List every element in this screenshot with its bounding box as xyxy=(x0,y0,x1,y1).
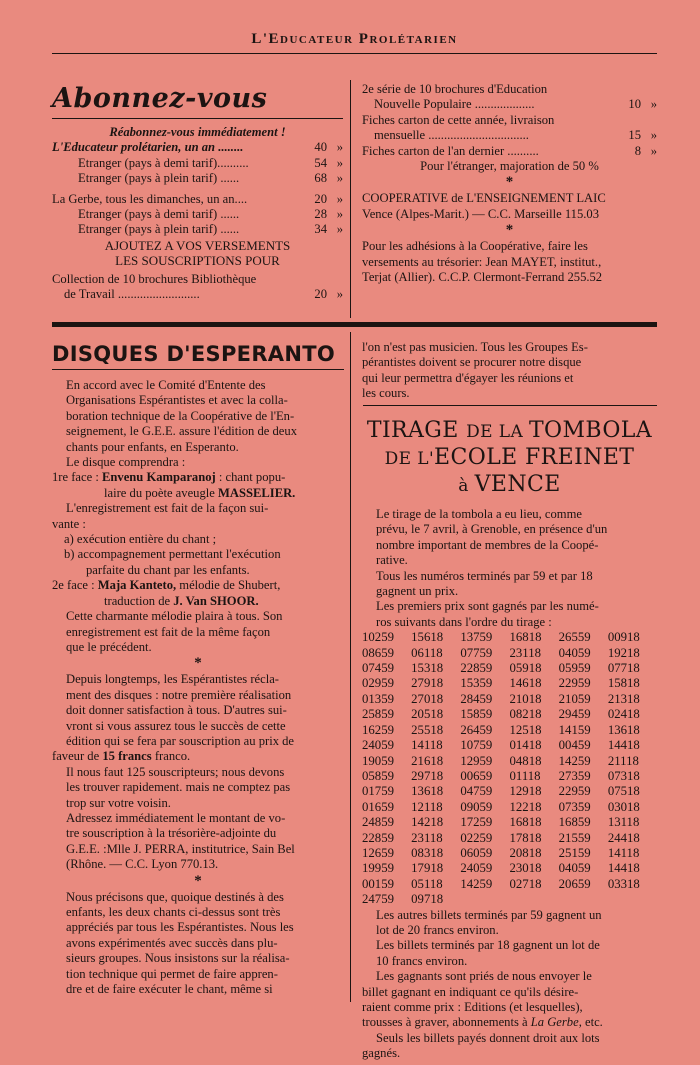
price-gerbe: La Gerbe, tous les dimanches, un an.... 20 » xyxy=(52,191,343,206)
winning-number: 02718 xyxy=(509,876,542,891)
winning-number: 01659 xyxy=(362,799,394,814)
text-line: Cette charmante mélodie plaira à tous. Son xyxy=(66,609,283,624)
winning-number: 01759 xyxy=(362,784,394,799)
winning-number: 23118 xyxy=(509,645,542,660)
tombola-autres xyxy=(362,908,657,939)
winning-number: 14259 xyxy=(558,753,591,768)
gagnants-line: Les gagnants sont priés de nous envoyer le xyxy=(376,969,592,984)
winning-number: 00459 xyxy=(558,738,591,753)
tombola-section xyxy=(362,418,657,1062)
text-line: Depuis longtemps, les Espérantistes récla- xyxy=(66,672,279,687)
winning-number: 24059 xyxy=(362,738,394,753)
winning-number: 00159 xyxy=(362,876,394,891)
winning-number: 10259 xyxy=(362,630,394,645)
right-top-section xyxy=(362,82,657,285)
gagnants-line: billet gagnant en indiquant ce qu'ils désire- xyxy=(362,984,579,999)
text-line: Les premiers prix sont gagnés par les numé- xyxy=(376,599,599,614)
etranger-note: Pour l'étranger, majoration de 50 % xyxy=(420,159,599,174)
tombola-billets xyxy=(362,938,657,969)
winning-number: 14218 xyxy=(411,815,444,830)
winning-number: 23018 xyxy=(509,861,542,876)
text-line: tre souscription à la trésorière-adjointe du xyxy=(66,826,277,841)
text-line: l'on n'est pas musicien. Tous les Groupes Es- xyxy=(362,340,588,354)
winning-number: 00659 xyxy=(460,768,493,783)
collection-line: Collection de 10 brochures Bibliothèque xyxy=(52,271,257,286)
text-line: ros suivants dans l'ordre du tirage : xyxy=(376,614,552,629)
winning-number: 12218 xyxy=(509,799,542,814)
winning-number: 17259 xyxy=(460,815,493,830)
price-fiches-dernier: Fiches carton de l'an dernier .......... 8 » xyxy=(362,143,657,158)
winning-number: 05859 xyxy=(362,768,394,783)
winning-number: 07459 xyxy=(362,661,394,676)
column-divider-bottom xyxy=(350,332,351,1002)
face1-line-2: laire du poète aveugle MASSELIER. xyxy=(104,485,296,500)
faveur-line: faveur de 15 francs franco. xyxy=(52,749,191,764)
charmante-paragraph xyxy=(52,609,344,655)
winning-number: 14118 xyxy=(411,738,443,753)
enregistrement-line: vante : xyxy=(52,516,86,531)
winning-number: 29459 xyxy=(558,707,591,722)
winning-number: 23118 xyxy=(411,830,443,845)
text-line: trop sur votre voisin. xyxy=(66,795,171,810)
ajoutez-heading-2: LES SOUSCRIPTIONS POUR xyxy=(115,252,280,268)
separator-star: * xyxy=(194,655,202,672)
winning-number: 27918 xyxy=(411,676,444,691)
winning-number: 20659 xyxy=(558,876,591,891)
winning-number: 03318 xyxy=(607,876,640,891)
winning-number: 16259 xyxy=(362,722,394,737)
winning-number: 13618 xyxy=(607,722,640,737)
winning-number: 21118 xyxy=(607,753,639,768)
tombola-premiers xyxy=(362,599,657,630)
text-line: Organisations Espérantistes et avec la colla- xyxy=(66,393,288,408)
winning-number: 24759 xyxy=(362,892,394,907)
winning-number: 03018 xyxy=(607,799,640,814)
text-line: boration technique de la Coopérative de l'En- xyxy=(66,408,295,423)
seuls-line: gagnés. xyxy=(362,1046,401,1061)
face2-line: 2e face : Maja Kanteto, mélodie de Shubert, xyxy=(52,578,281,593)
winning-numbers-table xyxy=(362,630,657,907)
winning-number: 27018 xyxy=(411,691,444,706)
winning-number: 02959 xyxy=(362,676,394,691)
winning-number: 14618 xyxy=(509,676,542,691)
winning-number: 16859 xyxy=(558,815,591,830)
enregistrement-line: L'enregistrement est fait de la façon sui- xyxy=(66,501,269,516)
winning-number: 04759 xyxy=(460,784,493,799)
text-line: appréciés par tous les Espérantistes. Nous les xyxy=(66,920,294,935)
winning-number: 01359 xyxy=(362,691,394,706)
winning-number: 08218 xyxy=(509,707,542,722)
winning-number: 04059 xyxy=(558,861,591,876)
text-line: Les autres billets terminés par 59 gagnent un xyxy=(376,907,602,922)
adressez-paragraph xyxy=(52,811,344,873)
text-line: (Rhône. — C.C. Lyon 770.13. xyxy=(66,857,219,872)
price-serie: Nouvelle Populaire ................... 10 » xyxy=(374,97,657,112)
winning-number: 07718 xyxy=(607,661,640,676)
winning-number: 27359 xyxy=(558,768,591,783)
text-line: enfants, les deux chants ci-dessus sont très xyxy=(66,905,281,919)
winning-number: 06059 xyxy=(460,845,493,860)
winning-number: 07359 xyxy=(558,799,591,814)
disques-title: DISQUES D'ESPERANTO xyxy=(52,342,335,366)
winning-number: 13118 xyxy=(607,815,640,830)
winning-number: 24059 xyxy=(460,861,493,876)
text-line: que le précédent. xyxy=(66,639,152,654)
disques-suite xyxy=(362,340,657,402)
text-line: qui leur permettra d'égayer les réunions et xyxy=(362,370,574,385)
winning-number: 21618 xyxy=(411,753,444,768)
winning-number: 15318 xyxy=(411,661,444,676)
text-line: seignement, le G.E.E. assure l'édition de deux xyxy=(66,424,297,439)
winning-number: 08659 xyxy=(362,645,394,660)
winning-number: 26559 xyxy=(558,630,591,645)
winning-number: 06118 xyxy=(411,645,443,660)
precisions-paragraph xyxy=(52,890,344,998)
winning-number: 01418 xyxy=(509,738,542,753)
separator-star: * xyxy=(505,222,514,239)
winning-number: 15859 xyxy=(460,707,493,722)
winning-number: 14118 xyxy=(607,845,640,860)
winning-number: 05118 xyxy=(411,876,443,891)
text-line: Les billets terminés par 18 gagnent un lot de xyxy=(376,938,600,953)
winning-number: 15359 xyxy=(460,676,493,691)
text-line: Le tirage de la tombola a eu lieu, comme xyxy=(376,507,582,521)
price-educateur: L'Educateur prolétarien, un an ........ 40 » xyxy=(52,140,343,155)
price-etranger-demi-1: Etranger (pays à demi tarif).......... 54 » xyxy=(78,155,343,170)
ajoutez-heading-1: AJOUTEZ A VOS VERSEMENTS xyxy=(104,237,291,253)
winning-number: 10759 xyxy=(460,738,493,753)
winning-number: 16818 xyxy=(509,815,542,830)
winning-number: 12518 xyxy=(509,722,542,737)
text-line: Nous précisons que, quoique destinés à des xyxy=(66,889,284,904)
adhesions-line: versements au trésorier: Jean MAYET, institut., xyxy=(362,254,602,269)
winning-number: 12118 xyxy=(411,799,443,814)
winning-number: 14418 xyxy=(607,861,640,876)
text-line: rative. xyxy=(376,553,408,568)
header-rule xyxy=(52,53,657,54)
text-line: En accord avec le Comité d'Entente des xyxy=(66,378,266,392)
winning-number: 20818 xyxy=(509,845,542,860)
winning-number: 15818 xyxy=(607,676,640,691)
winning-number: 02418 xyxy=(607,707,640,722)
winning-number: 21018 xyxy=(509,691,542,706)
gagnants-line: trousses à graver, abonnements à La Gerbe, etc. xyxy=(362,1015,603,1030)
disques-continuation xyxy=(362,340,657,402)
tombola-title-line-1: TIRAGE DE LA TOMBOLA xyxy=(366,418,653,443)
winning-number: 15618 xyxy=(411,630,444,645)
winning-number: 28459 xyxy=(460,691,493,706)
winning-number: 25859 xyxy=(362,707,394,722)
winning-number: 21559 xyxy=(558,830,591,845)
text-line: les cours. xyxy=(362,386,410,401)
winning-number: 14259 xyxy=(460,876,493,891)
winning-number: 26459 xyxy=(460,722,493,737)
text-line: Adressez immédiatement le montant de vo- xyxy=(66,810,286,825)
page-header: L'Educateur Prolétarien xyxy=(251,31,458,47)
price-etranger-demi-2: Etranger (pays à demi tarif) ...... 28 » xyxy=(78,207,343,222)
winning-number: 22859 xyxy=(362,830,394,845)
enregistrement-b2: parfaite du chant par les enfants. xyxy=(86,562,250,577)
tombola-box-rule xyxy=(363,405,657,406)
text-line: 10 francs environ. xyxy=(376,953,468,968)
enregistrement-b: b) accompagnement permettant l'exécution xyxy=(64,547,281,562)
souscripteurs-paragraph xyxy=(52,765,344,811)
winning-number: 12659 xyxy=(362,845,394,860)
winning-number: 20518 xyxy=(411,707,444,722)
winning-number: 01118 xyxy=(509,768,541,783)
winning-number: 17818 xyxy=(509,830,542,845)
text-line: tion technique qui permet de faire appren- xyxy=(66,966,278,981)
disques-section xyxy=(52,340,344,997)
text-line: prévu, le 7 avril, à Grenoble, en présence d'un xyxy=(376,522,608,537)
winning-number: 14418 xyxy=(607,738,640,753)
text-line: ment des disques : notre première réalisation xyxy=(66,687,292,702)
winning-number: 19959 xyxy=(362,861,394,876)
price-etranger-plein-1: Etranger (pays à plein tarif) ...... 68 » xyxy=(78,171,343,186)
winning-number: 25159 xyxy=(558,845,591,860)
winning-number: 24418 xyxy=(607,830,640,845)
winning-number: 19059 xyxy=(362,753,394,768)
winning-number: 21059 xyxy=(558,691,591,706)
winning-number: 08318 xyxy=(411,845,444,860)
face1-line: 1re face : Envenu Kamparanoj : chant popu- xyxy=(52,470,286,485)
tombola-title-line-3: à VENCE xyxy=(458,472,561,497)
disques-underline xyxy=(52,369,344,370)
winning-number: 05959 xyxy=(558,661,591,676)
winning-number: 09059 xyxy=(460,799,493,814)
text-line: G.E.E. :Mlle J. PERRA, institutrice, Sain Bel xyxy=(66,841,295,856)
column-divider-top xyxy=(350,80,351,318)
winning-number: 07759 xyxy=(460,645,493,660)
disque-comprendra: Le disque comprendra : xyxy=(66,455,186,470)
text-line: chants pour enfants, en Esperanto. xyxy=(66,439,239,454)
text-line: pérantistes doivent se procurer notre disque xyxy=(362,355,582,370)
depuis-paragraph xyxy=(52,672,344,749)
fiches-line: Fiches carton de cette année, livraison xyxy=(362,112,555,127)
winning-number: 09718 xyxy=(411,892,444,907)
reabonnez-line: Réabonnez-vous immédiatement ! xyxy=(109,125,286,139)
winning-number: 05918 xyxy=(509,661,542,676)
winning-number: 13759 xyxy=(460,630,493,645)
separator-star: * xyxy=(505,174,514,191)
winning-number: 12959 xyxy=(460,753,493,768)
winning-number: 02259 xyxy=(460,830,493,845)
abonnez-title: Abonnez-vous xyxy=(52,83,268,114)
cooperative-address: Vence (Alpes-Marit.) — C.C. Marseille 115.03 xyxy=(362,206,600,221)
text-line: les trouver rapidement. mais ne comptez pas xyxy=(66,780,291,795)
price-etranger-plein-2: Etranger (pays à plein tarif) ...... 34 » xyxy=(78,222,343,237)
winning-number: 00918 xyxy=(607,630,640,645)
winning-number: 12918 xyxy=(509,784,542,799)
disques-intro xyxy=(52,378,344,455)
winning-number: 14159 xyxy=(558,722,591,737)
separator-star: * xyxy=(194,872,202,889)
winning-number: 22859 xyxy=(460,661,493,676)
winning-number: 17918 xyxy=(411,861,444,876)
text-line: gagnent un prix. xyxy=(376,584,459,599)
text-line: dre et de faire exécuter le chant, même si xyxy=(66,982,273,997)
winning-number: 04818 xyxy=(509,753,542,768)
text-line: doit donner satisfaction à tous. D'autres sui- xyxy=(66,703,287,718)
winning-number: 13618 xyxy=(411,784,444,799)
winning-number: 07318 xyxy=(607,768,640,783)
tombola-intro xyxy=(362,507,657,569)
abonnez-section xyxy=(52,82,343,303)
winning-number: 16818 xyxy=(509,630,542,645)
abonnez-underline xyxy=(52,118,343,119)
price-collection: de Travail .......................... 20 » xyxy=(64,287,343,302)
winning-number: 19218 xyxy=(607,645,640,660)
enregistrement-a: a) exécution entière du chant ; xyxy=(64,532,217,547)
serie-line: 2e série de 10 brochures d'Education xyxy=(362,82,548,96)
adhesions-line: Pour les adhésions à la Coopérative, faire les xyxy=(362,239,588,254)
text-line: édition qui se fera par souscription au prix de xyxy=(66,733,295,748)
cooperative-name: COOPERATIVE de L'ENSEIGNEMENT LAIC xyxy=(362,191,606,206)
text-line: Il nous faut 125 souscripteurs; nous devons xyxy=(66,764,285,779)
winning-number: 21318 xyxy=(607,691,640,706)
adhesions-line: Terjat (Allier). C.C.P. Clermont-Ferrand 255.52 xyxy=(362,270,603,285)
winning-number: 29718 xyxy=(411,768,444,783)
winning-number: 25518 xyxy=(411,722,444,737)
text-line: avons expérimentés avec succès dans plu- xyxy=(66,935,278,950)
section-divider xyxy=(52,322,657,327)
tombola-numeros xyxy=(362,569,657,600)
tombola-title-line-2: DE L'ECOLE FREINET xyxy=(384,445,635,470)
seuls-line: Seuls les billets payés donnent droit aux lots xyxy=(376,1030,600,1045)
winning-number: 24859 xyxy=(362,815,394,830)
text-line: sieurs groupes. Nous insistons sur la réalisa- xyxy=(66,951,290,966)
face2-line-2: traduction de J. Van SHOOR. xyxy=(104,593,259,608)
text-line: vront si vous assurez tous le succès de cette xyxy=(66,718,286,733)
winning-number: 07518 xyxy=(607,784,640,799)
text-line: Tous les numéros terminés par 59 et par 18 xyxy=(376,568,593,583)
text-line: enregistrement est fait de la même façon xyxy=(66,624,271,639)
text-line: nombre important de membres de la Coopé- xyxy=(376,537,599,552)
winning-number: 22959 xyxy=(558,676,591,691)
winning-number: 22959 xyxy=(558,784,591,799)
price-fiches: mensuelle ................................ 15 » xyxy=(374,128,657,143)
text-line: lot de 20 francs environ. xyxy=(376,922,499,937)
gagnants-line: raient comme prix : Editions (et lesquelles), xyxy=(362,1000,583,1014)
winning-number: 04059 xyxy=(558,645,591,660)
